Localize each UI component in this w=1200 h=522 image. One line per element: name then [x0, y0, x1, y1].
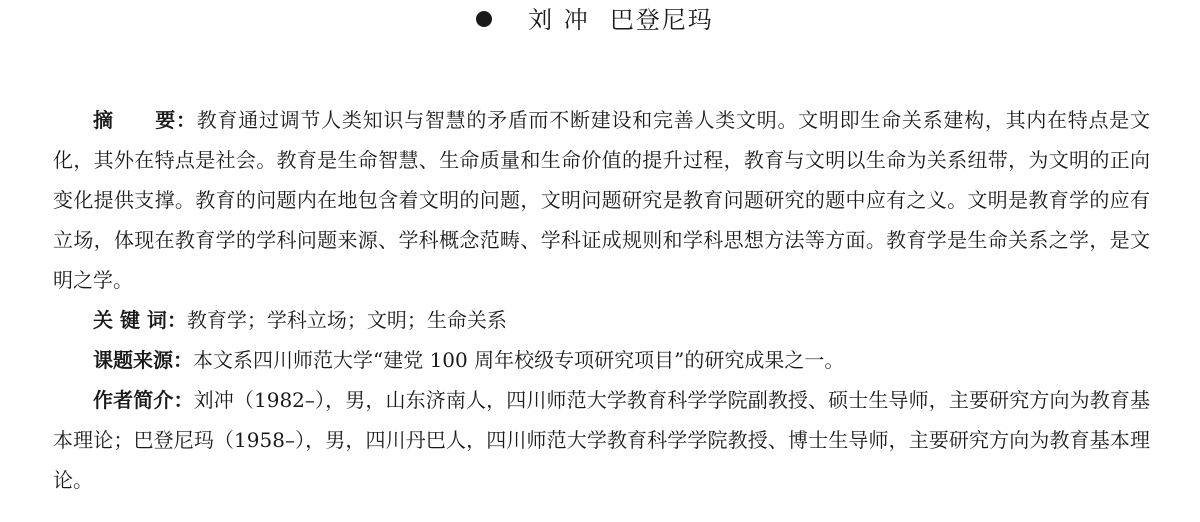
project-label: 课题来源 — [93, 348, 173, 372]
author-bio-text: 刘冲（1982–），男，山东济南人，四川师范大学教育科学学院副教授、硕士生导师，主要研究方向为教育基本理论；巴登尼玛（1958–），男，四川丹巴人，四川师范大学教育科学学院教授、博士生导师，主要研究方向为教育基本理论。 — [53, 388, 1151, 492]
abstract-colon: ： — [175, 108, 197, 132]
abstract-paragraph — [53, 100, 1150, 300]
keywords-colon: ： — [166, 308, 187, 332]
keywords-label: 关 键 词 — [93, 308, 167, 332]
author-name-2: 巴登尼玛 — [609, 6, 714, 34]
author-bio-paragraph — [53, 380, 1150, 500]
abstract-section — [53, 100, 1150, 500]
project-paragraph — [53, 340, 1150, 380]
keywords-text: 教育学；学科立场；文明；生命关系 — [186, 308, 507, 332]
abstract-text: 教育通过调节人类知识与智慧的矛盾而不断建设和完善人类文明。文明即生命关系建构，其内在特点是文化，其外在特点是社会。教育是生命智慧、生命质量和生命价值的提升过程，教育与文明以生命为关系纽带，为文明的正向变化提供支撑。教育的问题内在地包含着文明的问题，文明问题研究是教育问题研究的题中应有之义。文明是教育学的应有立场，体现在教育学的学科问题来源、学科概念范畴、学科证成规则和学科思想方法等方面。教育学是生命关系之学，是文明之学。 — [53, 108, 1151, 292]
author-bio-label: 作者简介 — [93, 388, 174, 412]
keywords-paragraph — [53, 300, 1150, 340]
author-line — [0, 4, 1200, 36]
project-text: 本文系四川师范大学“建党 100 周年校级专项研究项目”的研究成果之一。 — [193, 348, 845, 372]
author-bio-colon: ： — [173, 388, 194, 412]
bullet-icon — [476, 11, 492, 27]
author-name-1: 刘 冲 — [528, 6, 590, 34]
project-colon: ： — [173, 348, 193, 372]
abstract-label: 摘 要 — [93, 108, 176, 132]
